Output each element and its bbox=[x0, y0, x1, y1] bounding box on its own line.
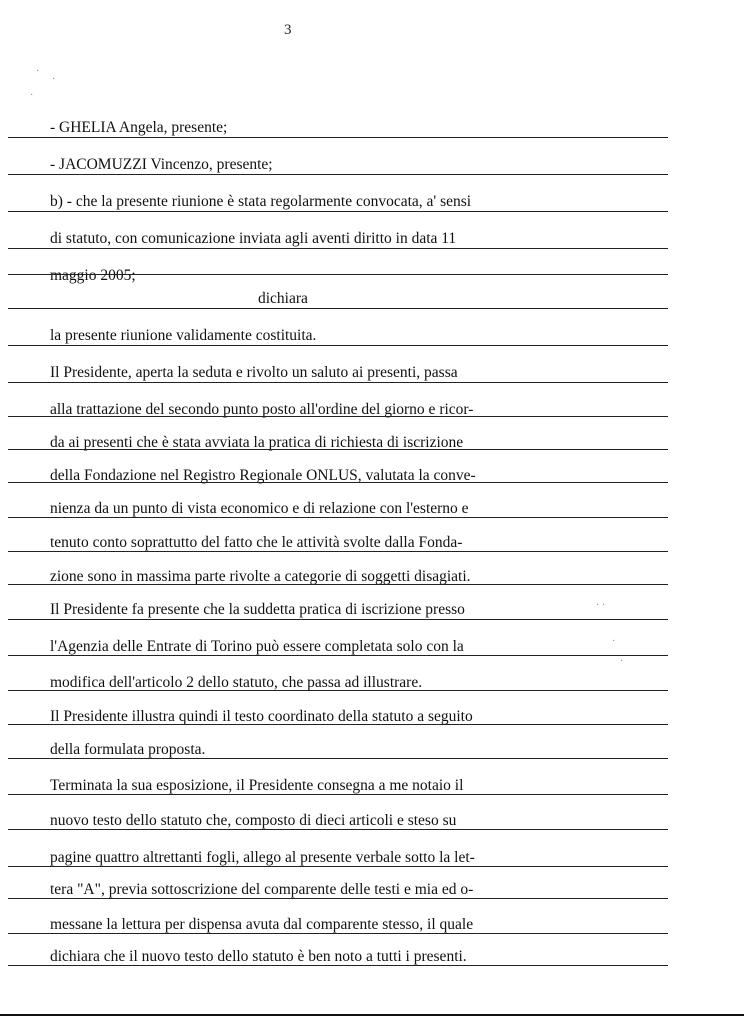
scan-speck: · bbox=[52, 74, 56, 85]
ruled-line bbox=[8, 724, 668, 725]
ruled-line bbox=[8, 382, 668, 383]
ruled-line bbox=[8, 416, 668, 417]
ruled-line bbox=[8, 449, 668, 450]
page-number: 3 bbox=[284, 22, 292, 38]
ruled-line bbox=[8, 274, 668, 275]
text-line: la presente riunione validamente costituita. bbox=[50, 327, 317, 344]
ruled-line bbox=[8, 758, 668, 759]
text-line: Il Presidente fa presente che la suddetta pratica di iscrizione presso bbox=[50, 601, 465, 618]
text-line: messane la lettura per dispensa avuta dal comparente stesso, il quale bbox=[50, 916, 474, 933]
text-line: pagine quattro altrettanti fogli, allego al presente verbale sotto la let- bbox=[50, 849, 475, 866]
text-line: Il Presidente, aperta la seduta e rivolto un saluto ai presenti, passa bbox=[50, 364, 458, 381]
text-line: nuovo testo dello statuto che, composto di dieci articoli e steso su bbox=[50, 812, 457, 829]
ruled-line bbox=[8, 482, 668, 483]
text-line: l'Agenzia delle Entrate di Torino può essere completata solo con la bbox=[50, 638, 464, 655]
text-line: da ai presenti che è stata avviata la pratica di richiesta di iscrizione bbox=[50, 434, 464, 451]
scan-speck: · bbox=[612, 636, 616, 647]
ruled-line bbox=[8, 551, 668, 552]
text-line: nienza da un punto di vista economico e di relazione con l'esterno e bbox=[50, 500, 469, 517]
ruled-line bbox=[8, 866, 668, 867]
text-line: - JACOMUZZI Vincenzo, presente; bbox=[50, 156, 273, 173]
ruled-line bbox=[8, 345, 668, 346]
text-line: tenuto conto soprattutto del fatto che le attività svolte dalla Fonda- bbox=[50, 534, 463, 551]
text-line: tera "A", previa sottoscrizione del comparente delle testi e mia ed o- bbox=[50, 881, 474, 898]
ruled-line bbox=[8, 898, 668, 899]
text-line: Terminata la sua esposizione, il Presidente consegna a me notaio il bbox=[50, 777, 464, 794]
scan-speck: · bbox=[30, 90, 34, 101]
text-line: della formulata proposta. bbox=[50, 741, 206, 758]
scan-speck: · bbox=[620, 656, 624, 667]
text-line: modifica dell'articolo 2 dello statuto, che passa ad illustrare. bbox=[50, 674, 423, 691]
text-line: di statuto, con comunicazione inviata agli aventi diritto in data 11 bbox=[50, 230, 457, 247]
ruled-line bbox=[8, 933, 668, 934]
ruled-line bbox=[8, 655, 668, 656]
ruled-line bbox=[8, 794, 668, 795]
ruled-line bbox=[8, 619, 668, 620]
ruled-line bbox=[8, 517, 668, 518]
text-line: dichiara che il nuovo testo dello statuto è ben noto a tutti i presenti. bbox=[50, 948, 467, 965]
ruled-line bbox=[8, 965, 668, 966]
ruled-line bbox=[8, 137, 668, 138]
page-bottom-border bbox=[0, 1014, 744, 1016]
scan-speck: · bbox=[36, 66, 40, 77]
text-line: Il Presidente illustra quindi il testo coordinato della statuto a seguito bbox=[50, 708, 473, 725]
text-line: della Fondazione nel Registro Regionale ONLUS, valutata la conve- bbox=[50, 467, 476, 484]
scan-speck: · · bbox=[596, 600, 606, 611]
ruled-line bbox=[8, 174, 668, 175]
heading-dichiara: dichiara bbox=[258, 290, 308, 307]
text-line: alla trattazione del secondo punto posto all'ordine del giorno e ricor- bbox=[50, 401, 474, 418]
text-line: - GHELIA Angela, presente; bbox=[50, 119, 228, 136]
text-line: zione sono in massima parte rivolte a categorie di soggetti disagiati. bbox=[50, 568, 471, 585]
ruled-line bbox=[8, 584, 668, 585]
ruled-line bbox=[8, 211, 668, 212]
text-line: maggio 2005; bbox=[50, 267, 136, 284]
ruled-line bbox=[8, 308, 668, 309]
ruled-line bbox=[8, 829, 668, 830]
text-line: b) - che la presente riunione è stata regolarmente convocata, a' sensi bbox=[50, 193, 472, 210]
ruled-line bbox=[8, 248, 668, 249]
ruled-line bbox=[8, 690, 668, 691]
